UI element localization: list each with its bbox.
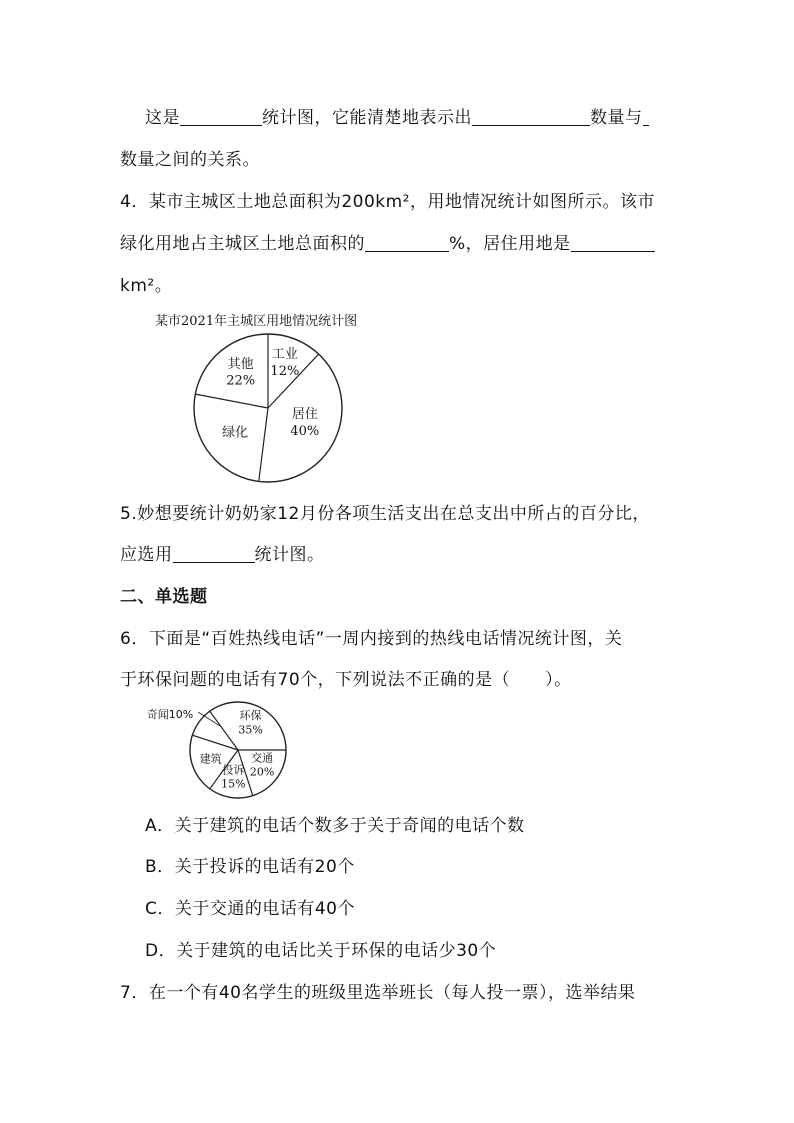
q5-text-b: 统计图。 xyxy=(254,545,325,565)
chart1-label-0: 工业 xyxy=(271,347,298,363)
q4-line3: km²。 xyxy=(120,276,173,296)
q3-blank-1[interactable] xyxy=(180,107,262,126)
chart2-percent-1: 20% xyxy=(249,765,275,779)
q3-blank-2[interactable] xyxy=(472,107,590,126)
chart1-title: 某市2021年主城区用地情况统计图 xyxy=(155,314,358,329)
chart2-label-3: 建筑 xyxy=(199,752,222,766)
chart1-label-3: 其他 xyxy=(227,356,254,372)
q3-blank-3[interactable] xyxy=(643,107,649,126)
q4-blank-1[interactable] xyxy=(365,233,449,252)
chart2-percent-2: 15% xyxy=(221,777,246,791)
q4-text-a: 绿化用地占主城区土地总面积的 xyxy=(120,234,365,254)
q5-line2 xyxy=(120,543,325,567)
q5-blank-1[interactable] xyxy=(173,544,255,563)
q4-text-b: %，居住用地是 xyxy=(449,234,571,254)
q7-line1: 7．在一个有40名学生的班级里选举班长（每人投一票），选举结果 xyxy=(120,983,636,1003)
chart1-percent-1: 40% xyxy=(290,424,320,440)
q3-text-a: 这是 xyxy=(145,108,180,128)
option-a[interactable]: A．关于建筑的电话个数多于关于奇闻的电话个数 xyxy=(145,816,525,836)
q6-line1: 6．下面是“百姓热线电话”一周内接到的热线电话情况统计图，关 xyxy=(120,629,623,649)
option-c[interactable]: C．关于交通的电话有40个 xyxy=(145,899,356,919)
option-b[interactable]: B．关于投诉的电话有20个 xyxy=(145,857,355,877)
q5-line1: 5.妙想要统计奶奶家12月份各项生活支出在总支出中所占的百分比， xyxy=(120,504,650,524)
hotline-pie-chart xyxy=(140,698,300,802)
chart1-label-1: 居住 xyxy=(291,407,318,423)
q3-text-b: 统计图，它能清楚地表示出 xyxy=(262,108,472,128)
q5-text-a: 应选用 xyxy=(120,545,173,565)
chart2-percent-0: 35% xyxy=(238,723,263,737)
chart1-label-2: 绿化 xyxy=(222,425,249,441)
q3-line2: 数量之间的关系。 xyxy=(120,150,260,170)
q3-line1 xyxy=(145,106,649,130)
q4-line2 xyxy=(120,232,655,256)
q6-line2: 于环保问题的电话有70个，下列说法不正确的是（ ）。 xyxy=(120,670,572,690)
chart1-percent-0: 12% xyxy=(270,364,300,380)
q4-line1: 4．某市主城区土地总面积为200km²，用地情况统计如图所示。该市 xyxy=(120,192,655,212)
q3-text-c: 数量与 xyxy=(590,108,643,128)
q4-blank-2[interactable] xyxy=(571,233,655,252)
chart2-label-0: 环保 xyxy=(239,709,262,723)
option-d[interactable]: D．关于建筑的电话比关于环保的电话少30个 xyxy=(145,941,497,961)
chart2-label-4: 奇闻10% xyxy=(146,707,194,721)
chart2-label-1: 交通 xyxy=(251,751,274,765)
land-use-pie-chart xyxy=(180,332,360,492)
chart2-label-2: 投诉 xyxy=(222,763,245,777)
section-title: 二、单选题 xyxy=(120,587,208,607)
chart1-percent-3: 22% xyxy=(226,373,256,389)
